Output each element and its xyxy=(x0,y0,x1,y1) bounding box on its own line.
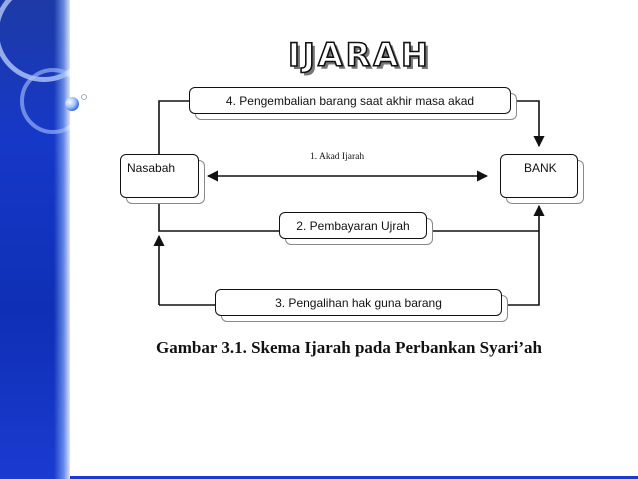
line-step2-left xyxy=(159,201,279,231)
nasabah-box xyxy=(120,154,199,198)
step4-box xyxy=(189,87,511,114)
step2-label: 2. Pembayaran Ujrah xyxy=(296,218,410,233)
line-step3-right xyxy=(502,231,539,305)
diagram-title: IJARAH xyxy=(288,36,431,74)
bank-box xyxy=(500,154,578,198)
step3-box xyxy=(215,289,502,316)
step1-label: 1. Akad Ijarah xyxy=(310,152,365,162)
step3-label: 3. Pengalihan hak guna barang xyxy=(275,295,442,310)
step2-box xyxy=(279,212,427,239)
arrow-step4-to-bank xyxy=(511,101,539,146)
line-step4-left xyxy=(159,101,189,154)
nasabah-label: Nasabah xyxy=(127,161,176,175)
figure-caption: Gambar 3.1. Skema Ijarah pada Perbankan Syari’ah xyxy=(156,338,543,357)
bank-label: BANK xyxy=(524,161,557,175)
step4-label: 4. Pengembalian barang saat akhir masa akad xyxy=(225,93,475,108)
